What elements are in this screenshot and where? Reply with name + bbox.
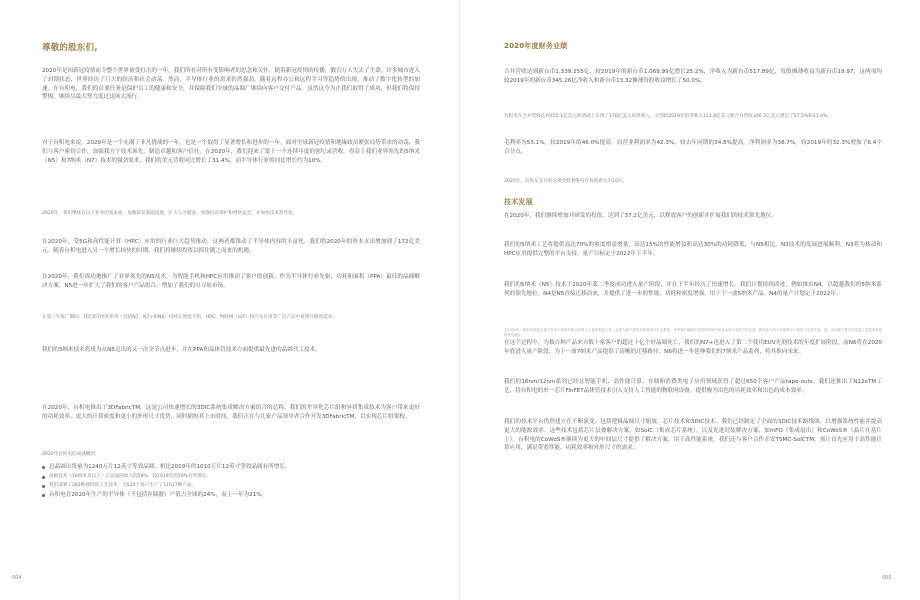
paragraph-n3-tech: 我们的5纳米工艺将提供高达70%的密度增益增量，高达15%的性能增益和高达30%的功耗降低，与N5相比。N3技术的发展进展顺利。N3将为移动和HPC应用提供完整的平台支持，量产目标定于2022年下半年。	[504, 242, 882, 257]
paragraph-n3: 我们的3纳米技术将成为从N5迈出的又一次全节点进步，并在PPA和晶体管技术方面提供最先进的晶圆代工技术。	[42, 347, 321, 353]
paragraph-footnote: 在2020年，我们为持续与客户在各个领域开展合作做了大量的准备工作，包括为客户提供优化的设计生态系统，并使客户能够在更短的时间内完成从设计到生产的过渡。我们还为各个市场推出了新的工艺和产品，进一步加强了我们在先进工艺技术领域的领先地位。	[504, 328, 882, 337]
paragraph-achievements-title: 2020年台积电的成就概况:	[42, 452, 97, 457]
paragraph-fundamentals: 2020年，我们继续在以下业务的基本面，加强研发基础设施，扩大人才储备，加强信息保护和网络安全，并加快技术差异化。	[42, 211, 298, 216]
paragraph-capex: 在2020年，受5G和高性能计算（HPC）应用的行业巨大趋势推动，这两者都推动了半导体内容的丰富化。我们将2020年的资本支出增加到了172亿美元。随着台积电进入另一个增长较快的时期，我们将继续投资以抓住随之而来的机遇。	[42, 239, 420, 254]
list-item: 高级技术（16纳米及以上）占总晶圆收入的58%，较2019年的50%有所增长。	[42, 473, 420, 480]
paragraph-n7-plus: 在这个过程中，为数百种产品来自数十家客户的超过十亿个好晶圆死亡，我们的N7+也进入了第二个使用EUV光刻技术的年度扩展阶段，而N6将在2020年底进入量产阶段，为下一波7纳米产品提供了清晰的迁移路径。N6将进一步延伸我们的7纳米产品系列，将其推向未来。	[504, 340, 882, 355]
paragraph-rnd: 在2020年，我们继续增加对研发的投资，达到了37.2亿美元，以释放客户的创新并扩展我们的技术领先地位。	[504, 213, 777, 219]
paragraph-2020-overview: 对于台积电来说，2020年是一个充满了非凡挑战的一年，也是一个取得了显著增长和进步的一年。面对全球新冠疫情和地缘政治紧张局势带来的动荡，我们与客户密切合作，加强我方于技术领先、制造卓越和客户信任。在2020年，我们迎来了第十一个连续年度的创纪录营收。得益于我们业界领先的5纳米（N5）和7纳米（N7）技术的强劲需求，我们的美元营收同比增长了31.4%，而半导体行业的同比增长约为10%。	[42, 140, 420, 164]
paragraph-intro: 2020年是因新冠疫情而令整个世界备受打击的一年，我们所看对所有受影响者的思念和关怀。随着新冠疫情的传播，数百万人失去了生命，许多城市进入了封锁状态，世界经历了巨大的经济和社会动荡。然而，半导体行业的需求仍然强劲，随着远程办公和远程学习等趋势的出现，推动了数字化转型的加速。在台积电，我们的首要任务是保护员工的健康和安全，并保障我们全球的晶圆厂继续向客户交付产品。虽然这今为止我们取得了成功，但我们将保持警惕，继续尽最大努力度过这场大流行。	[42, 68, 420, 101]
list-item: 我们部署了281种独特的工艺技术，为510个客户生产了11617种产品。	[42, 482, 420, 489]
list-item: 台积电在2020年生产的半导体（不包括存储器）产值占全球的24%，而上一年为21%。	[42, 491, 420, 499]
paragraph-16nm: 我们的16nm/12nm系列已经在智能手机、高性能计算、存储和消费类电子应用领域获得了超过650个客户产品tape-outs。我们还推出了N12eTM工艺，将台积电的单一芯片FinFET晶体管技术引入支持人工智能的物联网设备，提供极为出色的功耗效率和出色的成本效率。	[504, 379, 882, 394]
page-number: 005	[882, 575, 892, 581]
paragraph-dividend: 2020年，向股东支付的总现金股利维持在每股新台币10元。	[504, 179, 628, 184]
page-number: 004	[12, 575, 22, 581]
paragraph-margins: 毛利率为53.1%，较2019年的46.0%提高，而营业利润率为42.3%，较去年同期的34.8%提高。净利润率为38.7%，较2019年的32.3%增加了6.4个百分点。	[504, 140, 882, 155]
paragraph-n5: 在2020年，我们成功地推广了业界领先的N5技术，为智能手机和HPC应用推动了客户的创新。作为半导体行业先驱，功耗和面积（PPA）最佳的晶圆解决方案。N5进一步扩大了我们的客户产品组合，增加了我们的可寻址市场。	[42, 274, 420, 289]
right-page	[460, 0, 920, 600]
paragraph-3dfabric: 在2020年，台积电推出了3DFabricTM，这是公司快速增长的3DIC系统集成解决方案组合的总称。我们的差异化芯片组和异质集成技术为客户带来更好的功耗效率、更大的计算密度和更小的外形尺寸优势，同时缩短其上市时间。我们正在与几家产品领导者合作开发3DFabricTM，以实现芯片组架构。	[42, 405, 420, 420]
paragraph-usd-results: 台积电在合并营收达到455.1亿美元的基础上实现了176亿美元的净收入，分别较2019年的净收入111.8亿美元和合并营收346.3亿美元增长了57.5%和31.4%。	[504, 114, 832, 119]
paragraph-revenue: 合并营收达到新台币1,339.255亿，较2019年的新台币1,069.99亿增长25.2%，净收入为新台币517.89亿，每股摊薄收益为新台币19.97，这两项均较2019年的新台币345.26亿净收入和新台币13.32摊薄每股收益增长了50.0%。	[504, 69, 882, 84]
financial-heading: 2020年度财务业绩	[504, 42, 568, 50]
technology-heading: 技术发展	[504, 198, 533, 206]
achievements-list	[42, 463, 420, 502]
paragraph-3dic: 我们的技术平台仍然建立在不断演变、包括逻辑晶圆尺寸缩放、芯片技术和3DIC技术。我们已经制定了全面的3DIC技术路线图，以增强系统性能并提高更大的能源效率。这些技术包括芯片层叠解决方案，如SoIC（集成芯片系统），以及先进封装解决方案，如InFO（集成扇出）和CoWoS®（晶片在基片上）。台积电的CoWoS®继续为更大的中间层尺寸提供了解决方案，用于高性能系统。我们还与客户合作开发TSMC-SoICTM，预计首先应用于高性能计算应用，满足带宽性能、功耗效率和外形尺寸的需求。	[504, 419, 882, 452]
paragraph-n5-tech: 我们的5纳米（N5）技术于2020年第二季度成功进入量产阶段，并在下半年经历了快速增长。我们计划持续改进，例如推出N4，以超越我们的5纳米系列的领先地位。N4是N5直接迁移而来，并提供了进一步的性能、功耗和密度增强，用于下一波5纳米产品。N4的量产计划定于2022年。	[504, 282, 882, 297]
list-item: 总晶圆出货量为1240万片12英寸等效晶圆，相比2019年的1010万片12英寸等效晶圆有所增长。	[42, 463, 420, 471]
letter-salutation: 尊敬的股东们,	[42, 43, 98, 53]
paragraph-n7-family: 在第三年推广期间，我们的7纳米系列（包括N7、N7+和N6）持续在智能手机、HPC、物联网（IoT）和汽车应用等广泛产品中看到升级的需求。	[42, 315, 337, 320]
